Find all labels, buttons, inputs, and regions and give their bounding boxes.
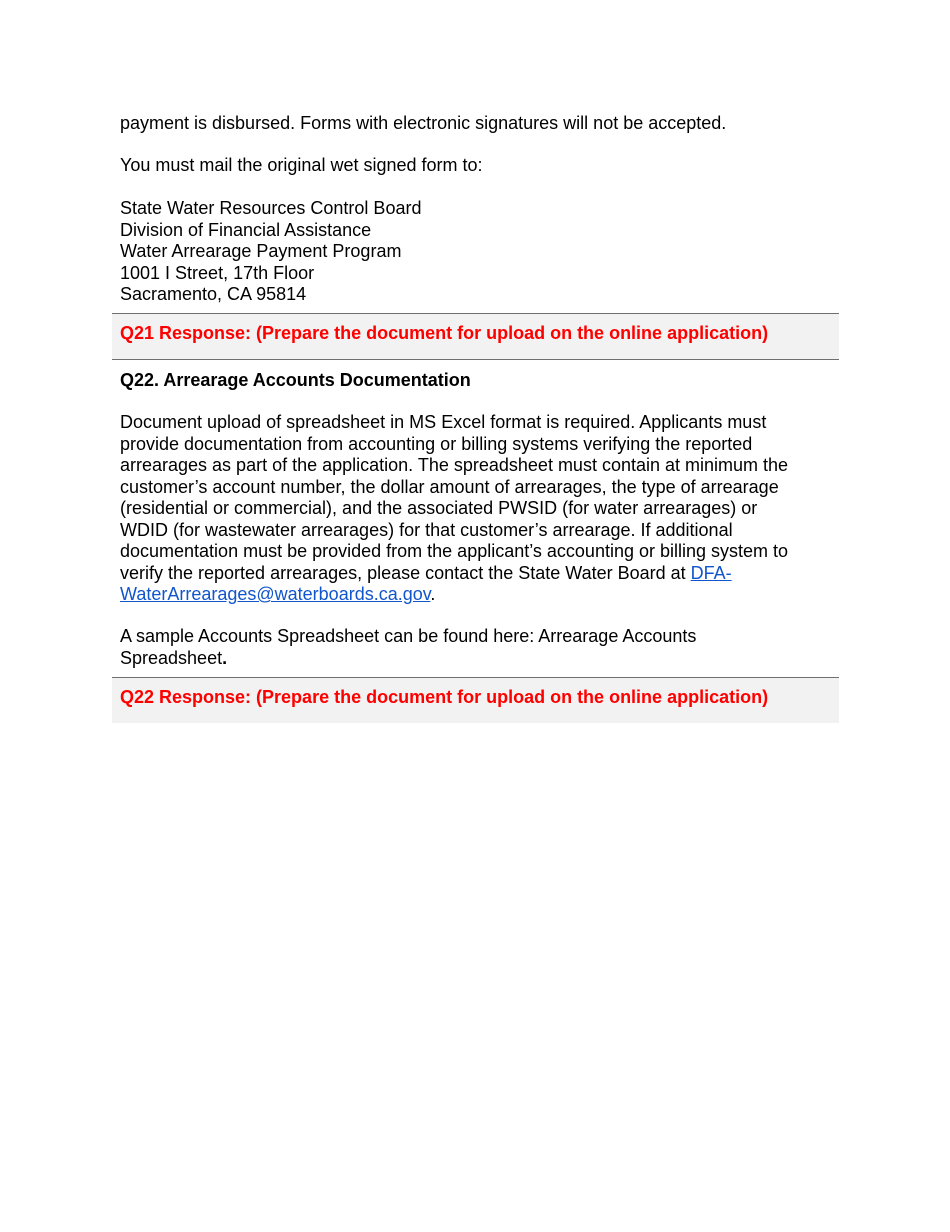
q21-response-label: Q21 Response: (Prepare the document for upload on the online application) [120, 323, 769, 343]
q22-response-label: Q22 Response: (Prepare the document for upload on the online application) [120, 687, 769, 707]
q22-contact-line [120, 563, 830, 585]
q22-body [120, 412, 830, 606]
q22-heading: Q22. Arrearage Accounts Documentation [120, 370, 471, 390]
q21-response-box [112, 313, 839, 359]
mailing-address [120, 198, 820, 306]
q22-body-line: WDID (for wastewater arrearages) for that customer’s arrearage. If additional [120, 519, 733, 540]
address-line: State Water Resources Control Board [120, 198, 422, 218]
address-line: Water Arrearage Payment Program [120, 241, 402, 261]
q22-body-line: customer’s account number, the dollar amount of arrearages, the type of arrearage [120, 476, 779, 497]
sample-line: A sample Accounts Spreadsheet can be found here: Arrearage Accounts [120, 626, 697, 646]
contact-suffix: . [430, 584, 436, 604]
q22-contact-line-2 [120, 584, 830, 606]
q22-body-line: arrearages as part of the application. The spreadsheet must contain at minimum the [120, 455, 789, 475]
address-line: Sacramento, CA 95814 [120, 284, 307, 304]
sample-period: . [222, 647, 228, 668]
sample-note [120, 626, 820, 669]
q22-body-line: Document upload of spreadsheet in MS Excel format is required. Applicants must [120, 412, 767, 432]
q22-body-line: documentation must be provided from the applicant’s accounting or billing system to [120, 541, 789, 561]
address-line: 1001 I Street, 17th Floor [120, 262, 315, 283]
sample-link-text: Spreadsheet [120, 647, 223, 668]
divider [112, 359, 839, 360]
q22-body-line: (residential or commercial), and the associated PWSID (for water arrearages) or [120, 498, 758, 518]
sample-line [120, 648, 820, 670]
email-link-part2[interactable]: WaterArrearages@waterboards.ca.gov [120, 584, 431, 604]
address-line: Division of Financial Assistance [120, 219, 372, 240]
contact-prefix: verify the reported arrearages, please contact the State Water Board at [120, 562, 691, 583]
intro-continuation: payment is disbursed. Forms with electronic signatures will not be accepted. [120, 113, 727, 133]
mail-instruction: You must mail the original wet signed form to: [120, 155, 483, 175]
q22-body-line: provide documentation from accounting or billing systems verifying the reported [120, 433, 753, 454]
q22-response-box [112, 677, 839, 723]
email-link-part1[interactable]: DFA- [690, 562, 732, 583]
